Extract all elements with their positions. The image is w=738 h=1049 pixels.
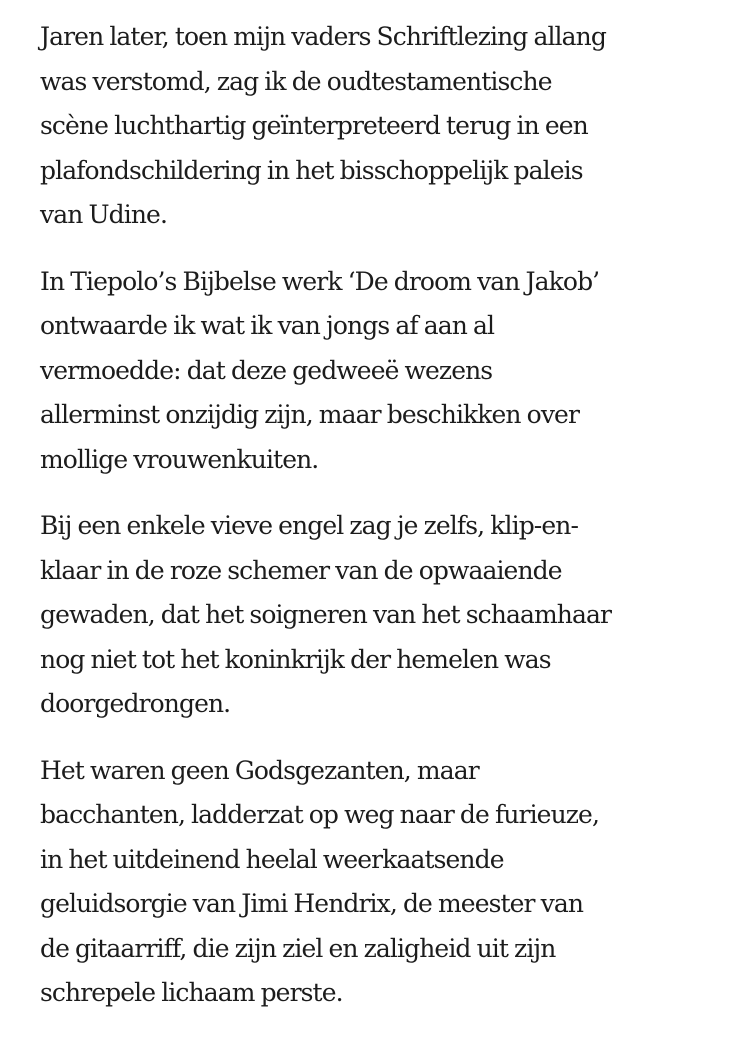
text-line: vermoedde: dat deze gedweeë wezens [40, 355, 493, 385]
text-line: bacchanten, ladderzat op weg naar de furieuze, [40, 800, 599, 829]
text-line: Het waren geen Godsgezanten, maar [40, 755, 479, 785]
text-line: was verstomd, zag ik de oudtestamentische [40, 66, 552, 96]
text-line: In Tiepolo’s Bijbelse werk ‘De droom van Jakob’ [40, 266, 600, 296]
text-line: schrepele lichaam perste. [40, 978, 343, 1007]
text-line: in het uitdeinend heelal weerkaatsende [40, 844, 504, 874]
text-line: ontwaarde ik wat ik van jongs af aan al [40, 311, 495, 340]
text-line: geluidsorgie van Jimi Hendrix, de meester van [40, 889, 584, 918]
text-line: Jaren later, toen mijn vaders Schriftlezing allang [40, 22, 606, 51]
paragraph-4 [40, 749, 708, 1016]
paragraph-3 [40, 504, 708, 727]
text-line: allerminst onzijdig zijn, maar beschikken over [40, 400, 580, 429]
text-line: gewaden, dat het soigneren van het schaamhaar [40, 600, 612, 629]
text-line: Bij een enkele vieve engel zag je zelfs, klip-en- [40, 511, 578, 540]
text-line: van Udine. [40, 200, 167, 229]
text-line: nog niet tot het koninkrijk der hemelen was [40, 644, 551, 674]
text-line: scène luchthartig geïnterpreteerd terug in een [40, 111, 588, 140]
text-line: doorgedrongen. [40, 689, 231, 718]
text-line: de gitaarriff, die zijn ziel en zaligheid uit zijn [40, 933, 556, 963]
text-line: mollige vrouwenkuiten. [40, 444, 319, 474]
text-line: plafondschildering in het bisschoppelijk paleis [40, 155, 583, 185]
paragraph-1 [40, 15, 708, 238]
text-line: klaar in de roze schemer van de opwaaiende [40, 555, 562, 585]
paragraph-2 [40, 260, 708, 483]
